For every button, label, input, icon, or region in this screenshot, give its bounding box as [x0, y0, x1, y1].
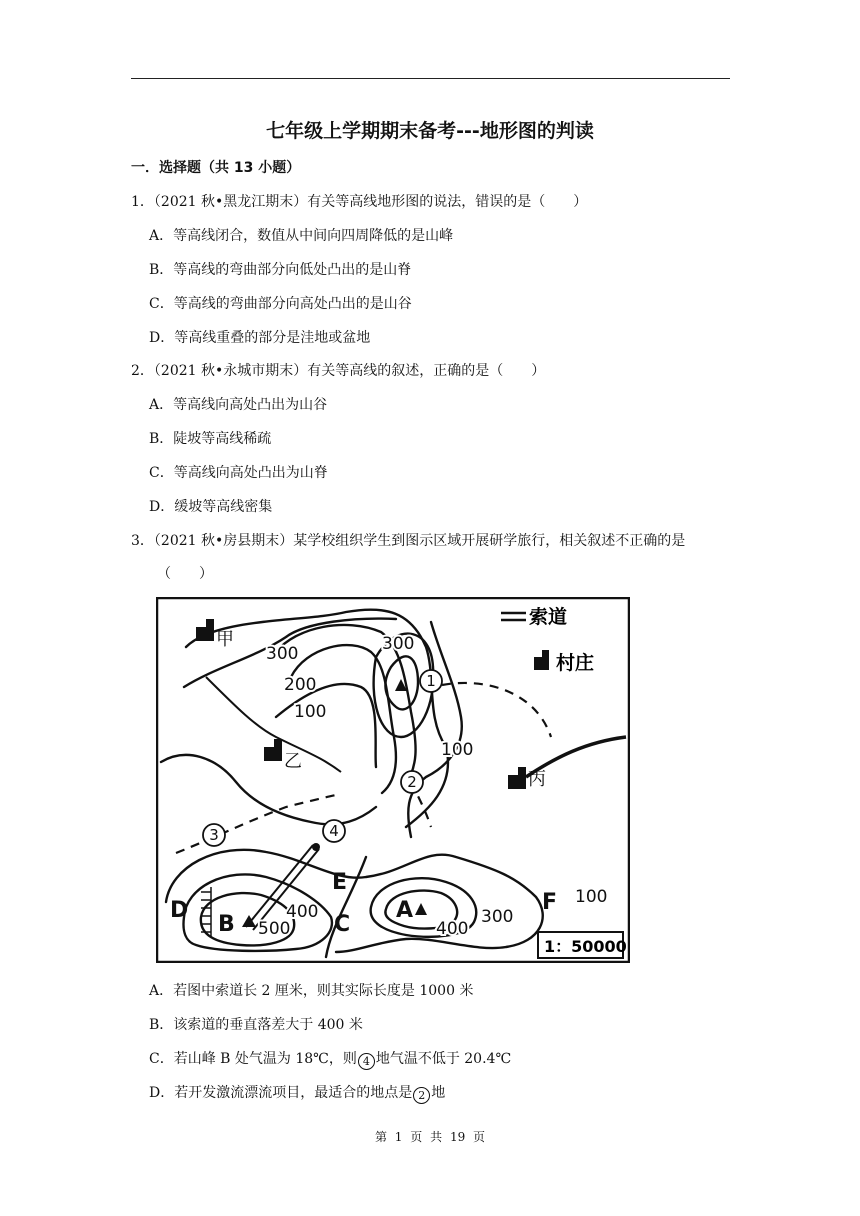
circled-point-label: 1	[426, 672, 436, 690]
question-1-option-a[interactable]: A．等高线闭合，数值从中间向四周降低的是山峰	[149, 228, 454, 244]
question-3-option-b[interactable]: B．该索道的垂直落差大于 400 米	[149, 1017, 363, 1033]
circled-point-label: 4	[329, 822, 339, 840]
page-title: 七年级上学期期末备考---地形图的判读	[266, 120, 594, 142]
contour-label: 200	[284, 675, 317, 695]
question-3-option-d[interactable]	[149, 1082, 445, 1104]
question-2-stem: 2．（2021 秋•永城市期末）有关等高线的叙述，正确的是（ ）	[131, 363, 546, 379]
contour-label: 100	[441, 740, 474, 760]
footer-text: 页	[473, 1130, 486, 1144]
legend-village-label: 村庄	[556, 652, 595, 674]
contour-label: 300	[382, 634, 415, 654]
circled-number: 2	[413, 1087, 430, 1104]
village-label: 丙	[528, 769, 546, 790]
circled-point-label: 3	[209, 826, 219, 844]
point-label-e: E	[332, 870, 348, 895]
village-label: 甲	[216, 629, 234, 650]
question-2-option-c[interactable]: C．等高线向高处凸出为山脊	[149, 465, 328, 481]
footer-text: 共	[430, 1130, 443, 1144]
footer-total-pages: 19	[449, 1130, 466, 1144]
question-1-option-d[interactable]: D．等高线重叠的部分是洼地或盆地	[149, 330, 371, 346]
contour-label: 300	[481, 907, 514, 927]
question-3-option-d-text: D．若开发激流漂流项目，最适合的地点是	[149, 1085, 413, 1101]
question-3-option-d-tail: 地	[431, 1085, 446, 1101]
footer-page-number: 1	[394, 1130, 403, 1144]
question-3-option-c[interactable]	[149, 1048, 511, 1070]
question-1-stem: 1．（2021 秋•黑龙江期末）有关等高线地形图的说法，错误的是（ ）	[131, 194, 588, 210]
question-3-stem: 3．（2021 秋•房县期末）某学校组织学生到图示区域开展研学旅行，相关叙述不正确的是	[131, 533, 686, 549]
question-2-option-d[interactable]: D．缓坡等高线密集	[149, 499, 273, 515]
question-3-option-c-tail: 地气温不低于 20.4℃	[375, 1051, 512, 1067]
question-2-option-a[interactable]: A．等高线向高处凸出为山谷	[149, 397, 328, 413]
contour-label: 400	[436, 919, 469, 939]
contour-label: 500	[258, 919, 291, 939]
question-3-option-a[interactable]: A．若图中索道长 2 厘米，则其实际长度是 1000 米	[149, 983, 474, 999]
question-3-answer-paren: （ ）	[157, 566, 213, 582]
circled-number: 4	[358, 1053, 375, 1070]
scale-label: 1：50000	[544, 937, 627, 956]
point-label-f: F	[542, 890, 558, 915]
question-2-option-b[interactable]: B．陡坡等高线稀疏	[149, 431, 272, 447]
contour-label: 100	[294, 702, 327, 722]
circled-point-label: 2	[407, 773, 417, 791]
footer-text: 页	[410, 1130, 423, 1144]
point-label-b: B	[218, 912, 235, 937]
contour-label: 300	[266, 644, 299, 664]
legend-cableway-label: 索道	[529, 606, 568, 628]
contour-label: 100	[575, 887, 608, 907]
footer-text: 第	[374, 1130, 387, 1144]
village-label: 乙	[284, 751, 302, 772]
question-1-option-b[interactable]: B．等高线的弯曲部分向低处凸出的是山脊	[149, 262, 412, 278]
question-1-option-c[interactable]: C．等高线的弯曲部分向高处凸出的是山谷	[149, 296, 412, 312]
page-footer	[0, 1128, 860, 1145]
section-heading: 一．选择题（共 13 小题）	[131, 160, 301, 176]
topographic-map	[156, 597, 630, 963]
header-rule	[131, 78, 730, 79]
cableway-station-icon	[312, 843, 320, 851]
contour-label: 400	[286, 902, 319, 922]
point-label-c: C	[334, 912, 351, 937]
question-3-option-c-text: C．若山峰 B 处气温为 18℃，则	[149, 1051, 357, 1067]
point-label-a: A	[396, 898, 414, 923]
point-label-d: D	[170, 898, 189, 923]
